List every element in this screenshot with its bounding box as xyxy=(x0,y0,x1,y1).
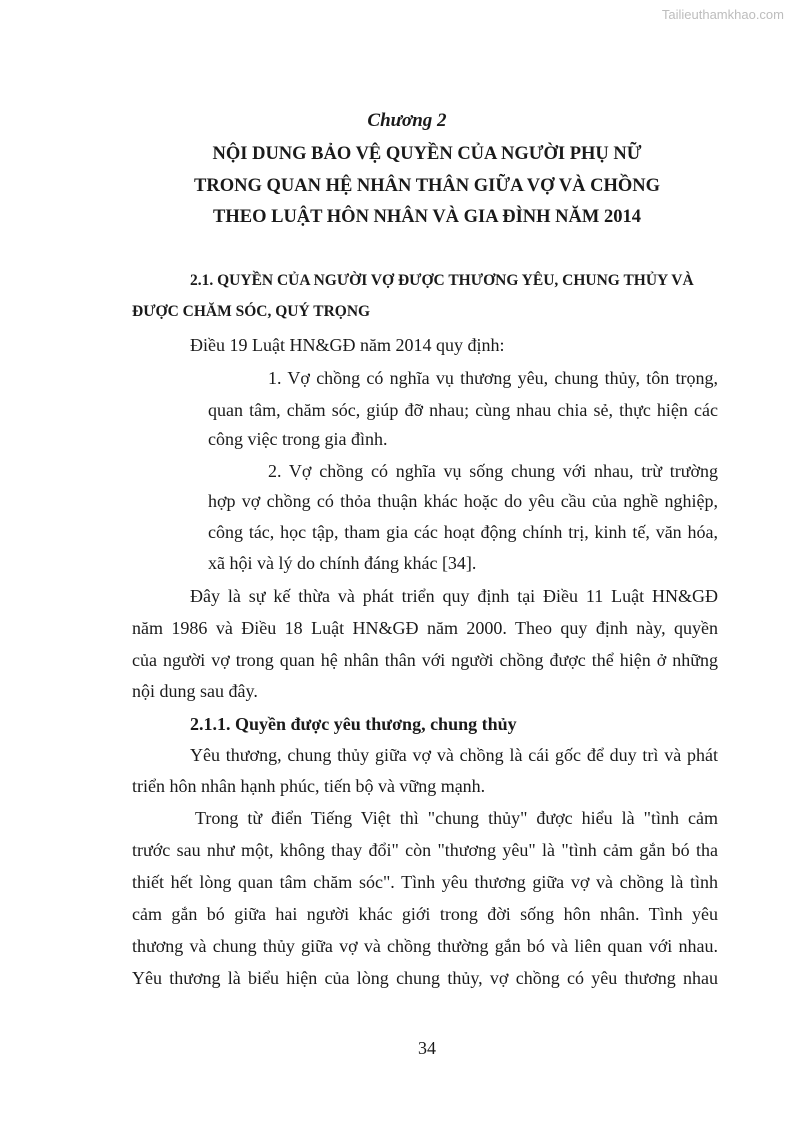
para-1-line-2: năm 1986 và Điều 18 Luật HN&GĐ năm 2000. Theo quy định này, quyền xyxy=(132,618,718,638)
chapter-title-line-2: TRONG QUAN HỆ NHÂN THÂN GIỮA VỢ VÀ CHỒNG xyxy=(194,176,660,196)
para-1-line-4: nội dung sau đây. xyxy=(132,681,258,701)
quote-1-line-2: quan tâm, chăm sóc, giúp đỡ nhau; cùng nhau chia sẻ, thực hiện các xyxy=(208,400,718,420)
quote-1-line-1: 1. Vợ chồng có nghĩa vụ thương yêu, chung thủy, tôn trọng, xyxy=(268,368,718,388)
para-2-line-1: Yêu thương, chung thủy giữa vợ và chồng là cái gốc để duy trì và phát xyxy=(190,745,718,765)
quote-2-line-4: xã hội và lý do chính đáng khác [34]. xyxy=(208,553,477,573)
para-1-line-3: của người vợ trong quan hệ nhân thân với người chồng được thể hiện ở những xyxy=(132,650,718,670)
quote-2-line-1: 2. Vợ chồng có nghĩa vụ sống chung với nhau, trừ trường xyxy=(268,461,718,481)
quote-2-line-3: công tác, học tập, tham gia các hoạt động chính trị, kinh tế, văn hóa, xyxy=(208,522,718,542)
subsection-heading: 2.1.1. Quyền được yêu thương, chung thủy xyxy=(190,714,517,734)
quote-1-line-3: công việc trong gia đình. xyxy=(208,429,388,449)
para-3-line-3: thiết hết lòng quan tâm chăm sóc". Tình yêu thương giữa vợ và chồng là tình xyxy=(132,872,718,892)
section-heading-line-1: 2.1. QUYỀN CỦA NGƯỜI VỢ ĐƯỢC THƯƠNG YÊU, CHUNG THỦY VÀ xyxy=(190,272,694,289)
intro-line: Điều 19 Luật HN&GĐ năm 2014 quy định: xyxy=(190,335,505,355)
watermark: Tailieuthamkhao.com xyxy=(661,7,784,22)
para-3-line-2: trước sau như một, không thay đổi" còn "thương yêu" là "tình cảm gắn bó tha xyxy=(132,840,718,860)
chapter-heading: Chương 2 xyxy=(367,110,447,131)
para-3-line-5: thương và chung thủy giữa vợ và chồng thường gắn bó và liên quan với nhau. xyxy=(132,936,718,956)
para-3-line-1: Trong từ điển Tiếng Việt thì "chung thủy" được hiểu là "tình cảm xyxy=(195,808,718,828)
section-heading-line-2: ĐƯỢC CHĂM SÓC, QUÝ TRỌNG xyxy=(132,303,371,320)
para-3-line-4: cảm gắn bó giữa hai người khác giới trong đời sống hôn nhân. Tình yêu xyxy=(132,904,718,924)
para-3-line-6: Yêu thương là biểu hiện của lòng chung thủy, vợ chồng có yêu thương nhau xyxy=(132,968,718,988)
page-number: 34 xyxy=(418,1038,436,1058)
para-1-line-1: Đây là sự kế thừa và phát triển quy định tại Điều 11 Luật HN&GĐ xyxy=(190,586,718,606)
chapter-title-line-1: NỘI DUNG BẢO VỆ QUYỀN CỦA NGƯỜI PHỤ NỮ xyxy=(212,144,642,164)
para-2-line-2: triển hôn nhân hạnh phúc, tiến bộ và vững mạnh. xyxy=(132,776,486,796)
quote-2-line-2: hợp vợ chồng có thỏa thuận khác hoặc do yêu cầu của nghề nghiệp, xyxy=(208,491,718,511)
chapter-title-line-3: THEO LUẬT HÔN NHÂN VÀ GIA ĐÌNH NĂM 2014 xyxy=(213,207,641,227)
